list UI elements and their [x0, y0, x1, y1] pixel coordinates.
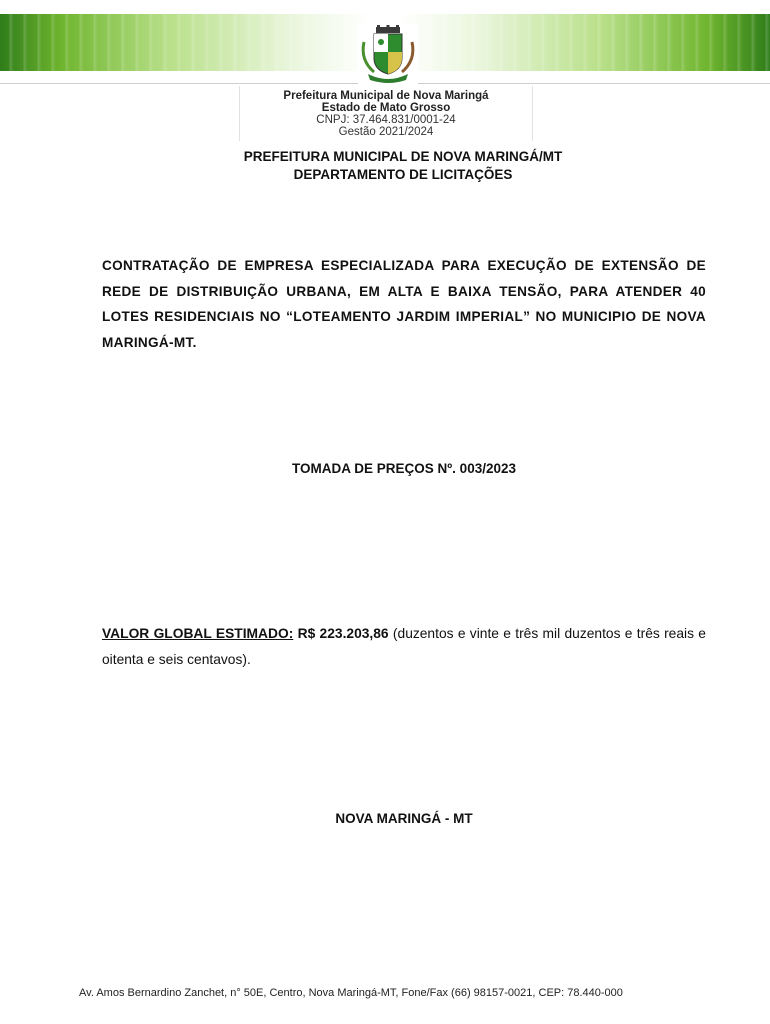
city-location: NOVA MARINGÁ - MT [335, 811, 473, 826]
contract-object-text: CONTRATAÇÃO DE EMPRESA ESPECIALIZADA PARA EXECUÇÃO DE EXTENSÃO DE REDE DE DISTRIBUIÇÃO URBANA, EM ALTA E BAIXA TENSÃO, PARA ATENDER 40 LOTES RESIDENCIAIS NO “LOTEAMENTO JARDIM IMPERIAL” NO MUNICIPIO DE NOVA MARINGÁ-MT. [102, 258, 706, 350]
letterhead-estado: Estado de Mato Grosso [321, 102, 451, 114]
document-title-prefeitura: PREFEITURA MUNICIPAL DE NOVA MARINGÁ/MT [243, 149, 563, 164]
valor-amount: R$ 223.203,86 [297, 626, 389, 641]
municipal-crest-icon [350, 24, 426, 86]
letterhead [239, 86, 533, 141]
estimated-global-value [102, 621, 706, 672]
footer-address: Av. Amos Bernardino Zanchet, n° 50E, Centro, Nova Maringá-MT, Fone/Fax (66) 98157-0021, CEP: 78.440-000 [79, 987, 623, 999]
document-title-departamento: DEPARTAMENTO DE LICITAÇÕES [293, 167, 513, 182]
letterhead-cnpj: CNPJ: 37.464.831/0001-24 [316, 114, 456, 126]
valor-extenso: (duzentos e vinte e três mil duzentos e três reais e oitenta e seis centavos). [102, 626, 706, 667]
valor-label: VALOR GLOBAL ESTIMADO: [102, 626, 294, 641]
letterhead-gestao: Gestão 2021/2024 [338, 126, 434, 138]
tomada-de-precos-number: TOMADA DE PREÇOS Nº. 003/2023 [291, 461, 516, 476]
letterhead-prefeitura: Prefeitura Municipal de Nova Maringá [283, 90, 489, 102]
